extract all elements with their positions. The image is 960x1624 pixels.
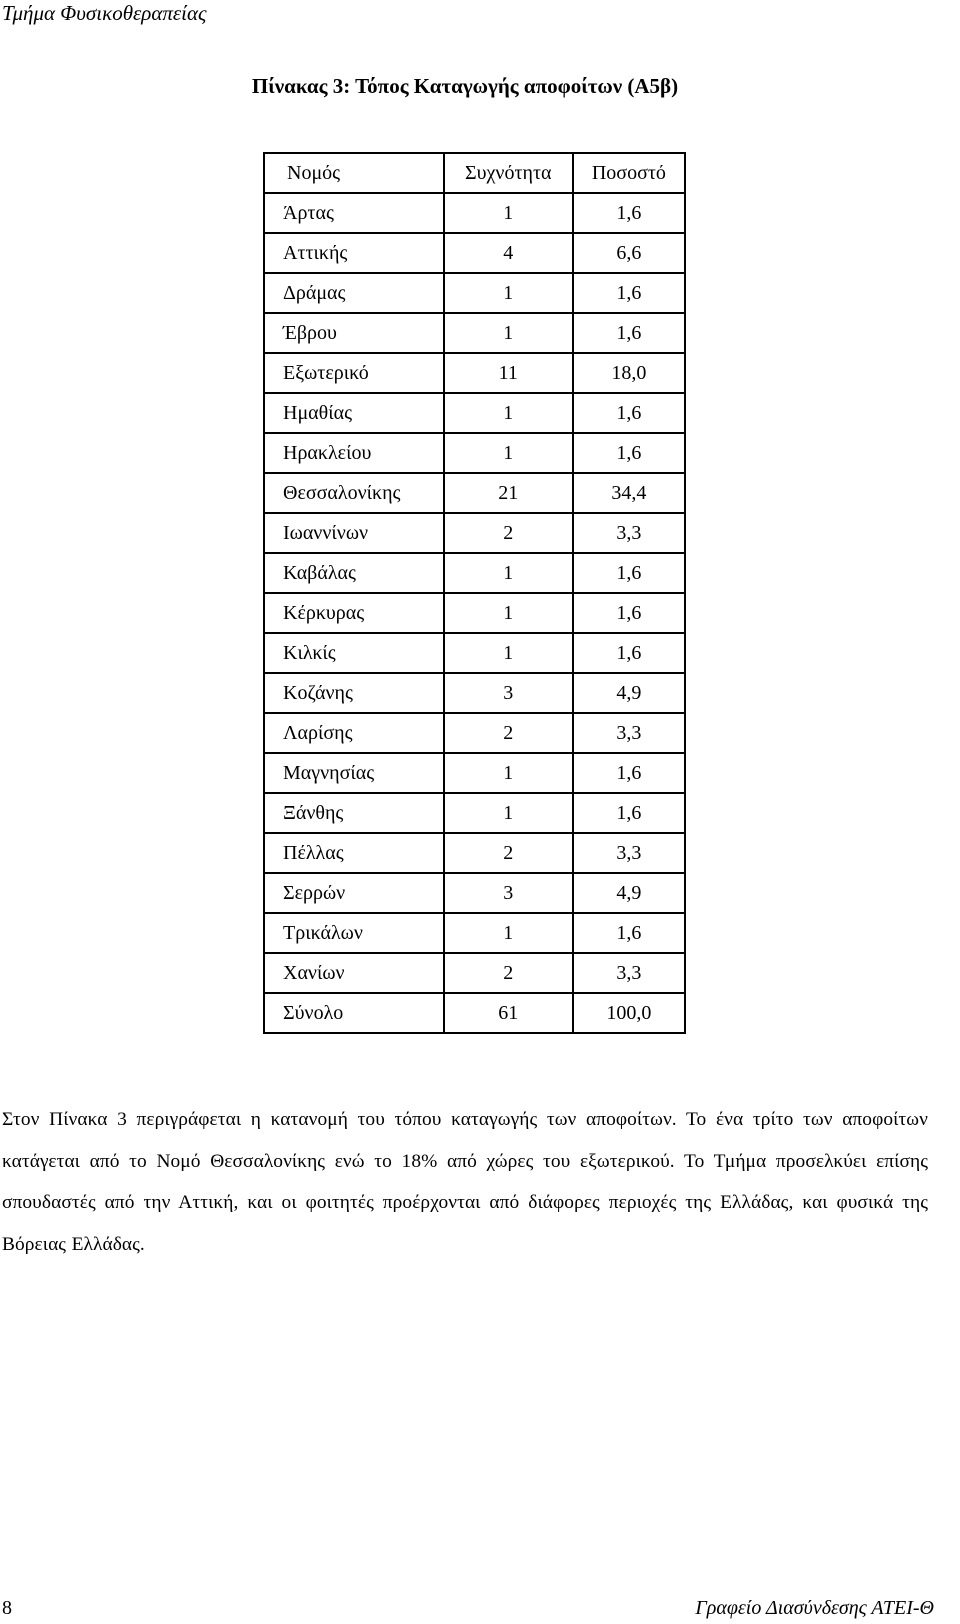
- prefecture-cell: Ηρακλείου: [264, 433, 444, 473]
- percentage-cell: 1,6: [573, 913, 685, 953]
- table-row: [264, 873, 685, 913]
- percentage-cell: 3,3: [573, 833, 685, 873]
- percentage-cell: 34,4: [573, 473, 685, 513]
- frequency-cell: 1: [444, 273, 573, 313]
- prefecture-cell: Ιωαννίνων: [264, 513, 444, 553]
- frequency-cell: 1: [444, 593, 573, 633]
- frequency-cell: 2: [444, 713, 573, 753]
- column-header-frequency: Συχνότητα: [444, 153, 573, 193]
- prefecture-cell: Ημαθίας: [264, 393, 444, 433]
- running-footer: Γραφείο Διασύνδεσης ΑΤΕΙ-Θ: [695, 1597, 934, 1619]
- prefecture-cell: Λαρίσης: [264, 713, 444, 753]
- frequency-cell: 1: [444, 753, 573, 793]
- percentage-cell: 3,3: [573, 713, 685, 753]
- percentage-cell: 4,9: [573, 873, 685, 913]
- table-row: [264, 593, 685, 633]
- percentage-cell: 1,6: [573, 593, 685, 633]
- prefecture-cell: Θεσσαλονίκης: [264, 473, 444, 513]
- frequency-cell: 1: [444, 553, 573, 593]
- percentage-cell: 1,6: [573, 753, 685, 793]
- percentage-cell: 1,6: [573, 273, 685, 313]
- frequency-cell: 2: [444, 953, 573, 993]
- column-header-prefecture: Νομός: [264, 153, 444, 193]
- percentage-cell: 6,6: [573, 233, 685, 273]
- table-row: [264, 353, 685, 393]
- frequency-cell: 3: [444, 873, 573, 913]
- table-row: [264, 273, 685, 313]
- table-row: [264, 673, 685, 713]
- table-row: [264, 393, 685, 433]
- frequency-cell: 11: [444, 353, 573, 393]
- table-row: [264, 313, 685, 353]
- percentage-cell: 3,3: [573, 953, 685, 993]
- table-row: [264, 913, 685, 953]
- prefecture-cell: Σύνολο: [264, 993, 444, 1033]
- frequency-cell: 2: [444, 513, 573, 553]
- prefecture-cell: Πέλλας: [264, 833, 444, 873]
- percentage-cell: 1,6: [573, 553, 685, 593]
- prefecture-cell: Μαγνησίας: [264, 753, 444, 793]
- data-table: [263, 152, 686, 1034]
- percentage-cell: 4,9: [573, 673, 685, 713]
- table-row: [264, 713, 685, 753]
- frequency-cell: 1: [444, 393, 573, 433]
- table-row: [264, 633, 685, 673]
- table-row: [264, 473, 685, 513]
- percentage-cell: 1,6: [573, 193, 685, 233]
- table-row: [264, 193, 685, 233]
- frequency-cell: 61: [444, 993, 573, 1033]
- frequency-cell: 4: [444, 233, 573, 273]
- frequency-cell: 1: [444, 313, 573, 353]
- prefecture-cell: Σερρών: [264, 873, 444, 913]
- prefecture-cell: Κιλκίς: [264, 633, 444, 673]
- percentage-cell: 1,6: [573, 313, 685, 353]
- prefecture-cell: Τρικάλων: [264, 913, 444, 953]
- percentage-cell: 1,6: [573, 393, 685, 433]
- page-number: 8: [2, 1597, 12, 1619]
- running-header: Τμήμα Φυσικοθεραπείας: [2, 1, 207, 25]
- frequency-cell: 21: [444, 473, 573, 513]
- table-row: [264, 433, 685, 473]
- prefecture-cell: Ξάνθης: [264, 793, 444, 833]
- table-row: [264, 953, 685, 993]
- table-row: [264, 793, 685, 833]
- percentage-cell: 1,6: [573, 433, 685, 473]
- frequency-cell: 1: [444, 793, 573, 833]
- prefecture-cell: Καβάλας: [264, 553, 444, 593]
- frequency-cell: 3: [444, 673, 573, 713]
- percentage-cell: 100,0: [573, 993, 685, 1033]
- frequency-cell: 1: [444, 193, 573, 233]
- table-body: [264, 153, 685, 1033]
- table-row: [264, 833, 685, 873]
- table-row: [264, 753, 685, 793]
- percentage-cell: 1,6: [573, 793, 685, 833]
- prefecture-cell: Δράμας: [264, 273, 444, 313]
- table-title: Πίνακας 3: Τόπος Καταγωγής αποφοίτων (Α5β): [251, 74, 679, 98]
- table-row: [264, 553, 685, 593]
- prefecture-cell: Χανίων: [264, 953, 444, 993]
- prefecture-cell: Κοζάνης: [264, 673, 444, 713]
- body-paragraph: Στον Πίνακα 3 περιγράφεται η κατανομή του τόπου καταγωγής των αποφοίτων. Το ένα τρίτο των αποφοίτων κατάγεται από το Νομό Θεσσαλονίκης ενώ το 18% από χώρες του εξωτερικού. Το Τμήμα προσελκύει επίσης σπουδαστές από την Αττική, και οι φοιτητές προέρχονται από διάφορες περιοχές της Ελλάδας, και φυσικά της Βόρειας Ελλάδας.: [2, 1109, 928, 1255]
- percentage-cell: 1,6: [573, 633, 685, 673]
- table-row: [264, 513, 685, 553]
- table-row: [264, 993, 685, 1033]
- prefecture-cell: Κέρκυρας: [264, 593, 444, 633]
- prefecture-cell: Αττικής: [264, 233, 444, 273]
- column-header-percentage: Ποσοστό: [573, 153, 685, 193]
- frequency-cell: 2: [444, 833, 573, 873]
- frequency-cell: 1: [444, 433, 573, 473]
- prefecture-cell: Έβρου: [264, 313, 444, 353]
- table-header-row: [264, 153, 685, 193]
- percentage-cell: 3,3: [573, 513, 685, 553]
- frequency-cell: 1: [444, 913, 573, 953]
- prefecture-cell: Άρτας: [264, 193, 444, 233]
- table-row: [264, 233, 685, 273]
- frequency-cell: 1: [444, 633, 573, 673]
- prefecture-cell: Εξωτερικό: [264, 353, 444, 393]
- percentage-cell: 18,0: [573, 353, 685, 393]
